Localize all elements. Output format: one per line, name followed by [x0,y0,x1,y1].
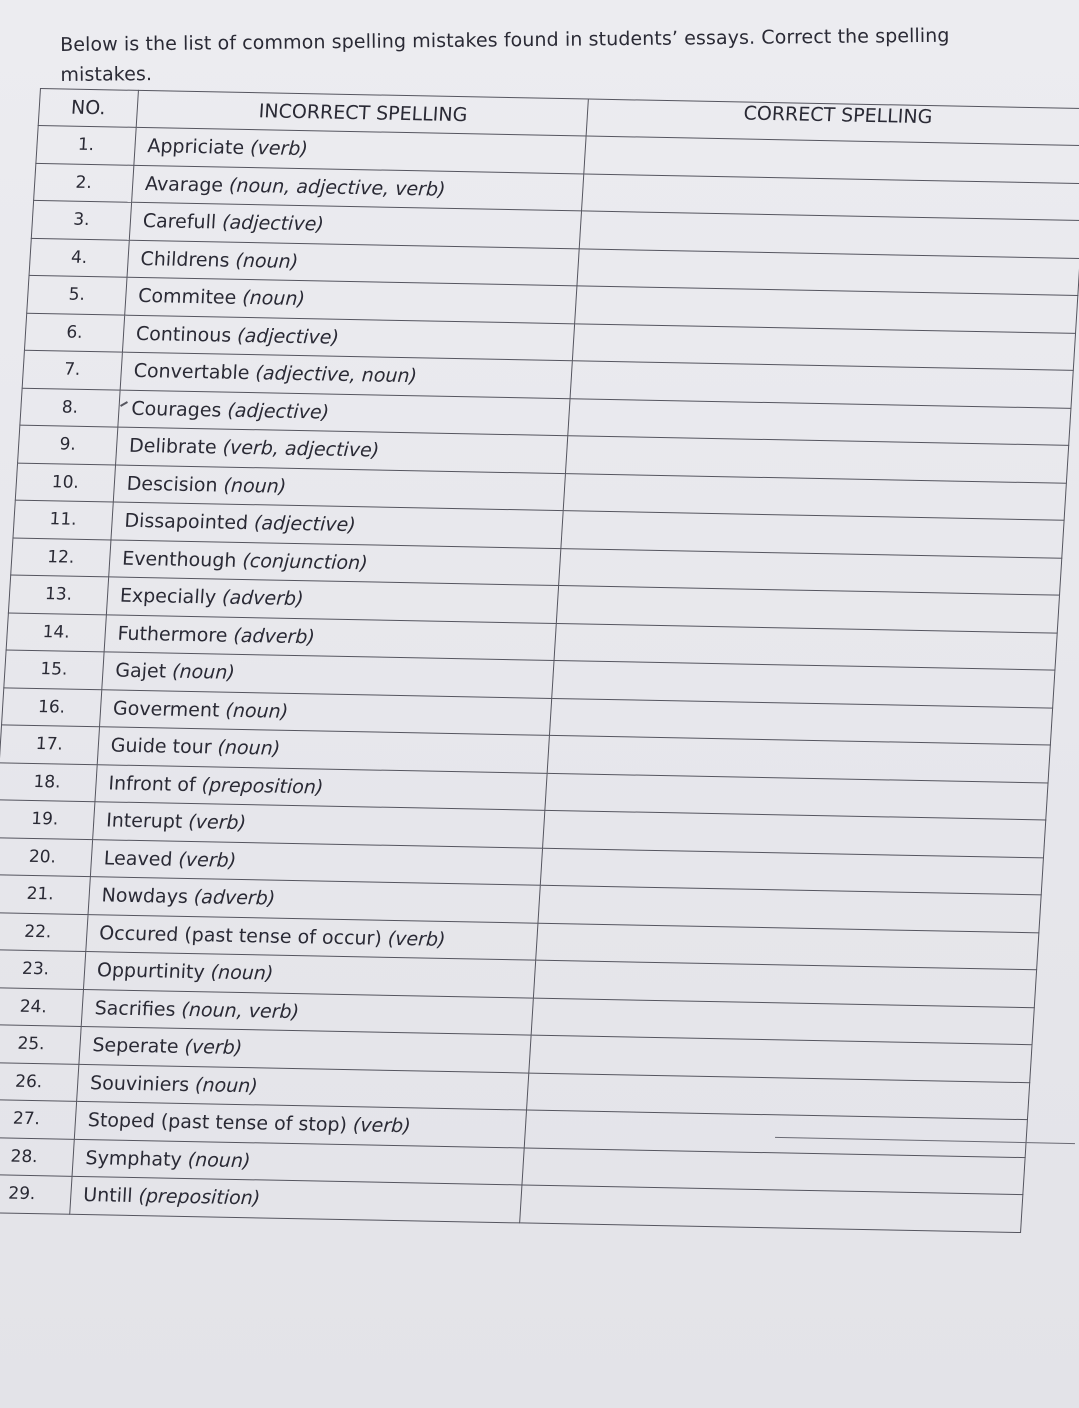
misspelled-word: Continous [135,322,232,347]
row-number: 9. [18,425,118,464]
row-number: 26. [0,1062,79,1101]
spelling-table-wrap [0,88,1079,1233]
part-of-speech: (noun) [222,474,287,498]
misspelled-word: Occured (past tense of occur) [98,922,383,950]
row-number: 25. [0,1025,81,1064]
row-number: 18. [0,762,97,801]
part-of-speech: (preposition) [201,773,325,799]
row-number: 11. [13,500,113,539]
part-of-speech: (verb) [187,811,247,835]
part-of-speech: (noun) [194,1073,259,1098]
row-number: 23. [0,950,86,989]
part-of-speech: (conjunction) [241,549,369,575]
misspelled-word: Futhermore [116,622,229,647]
misspelled-word: Dissapointed [123,509,249,535]
misspelled-word: Expecially [119,584,217,609]
header-correct-spelling: CORRECT SPELLING [586,99,1079,146]
part-of-speech: (adjective) [226,399,330,424]
part-of-speech: (noun) [171,660,236,685]
row-number: 1. [36,125,136,164]
row-number: 21. [0,875,90,914]
instructions-line-2: mistakes. [60,63,153,86]
row-number: 24. [0,987,83,1026]
spelling-table [0,88,1079,1233]
misspelled-word: Convertable [133,360,251,385]
part-of-speech: (verb) [177,848,237,872]
row-number: 28. [0,1137,74,1176]
misspelled-word: Symphaty [84,1146,183,1171]
misspelled-word: Courages [130,397,223,422]
part-of-speech: (verb) [387,927,447,951]
misspelled-word: Eventhough [121,547,238,572]
misspelled-word: Avarage [144,172,224,197]
row-number: 27. [0,1100,77,1139]
instructions [60,20,1041,90]
misspelled-word: Untill [82,1184,134,1208]
part-of-speech: (adjective, noun) [254,362,418,388]
header-incorrect-spelling: INCORRECT SPELLING [136,90,588,136]
part-of-speech: (noun) [224,699,289,723]
misspelled-word: Leaved [103,847,174,871]
misspelled-word: Childrens [139,247,231,272]
part-of-speech: (noun, verb) [180,998,300,1023]
row-number: 8. [20,388,120,427]
row-number: 5. [27,275,127,314]
misspelled-word: Infront of [107,772,197,796]
misspelled-word: Oppurtinity [96,959,206,984]
misspelled-word: Guide tour [110,734,213,759]
misspelled-word: Gajet [114,659,167,683]
part-of-speech: (adverb) [232,624,316,649]
misspelled-word: Commitee [137,285,237,310]
row-number: 6. [24,313,124,352]
part-of-speech: (noun) [216,736,281,760]
part-of-speech: (verb, adjective) [222,436,380,462]
misspelled-word: Goverment [112,697,221,722]
row-number: 4. [29,238,129,277]
row-number: 16. [2,687,102,726]
part-of-speech: (verb) [249,137,309,161]
misspelled-word: Delibrate [128,435,218,459]
row-number: 22. [0,912,88,951]
part-of-speech: (adverb) [193,886,276,910]
misspelled-word: Appriciate [146,135,245,160]
row-number: 29. [0,1174,72,1213]
misspelled-word: Descision [126,472,219,497]
part-of-speech: (noun) [234,249,299,273]
part-of-speech: (preposition) [137,1185,261,1210]
part-of-speech: (noun) [187,1148,252,1172]
part-of-speech: (noun) [210,961,274,985]
row-number: 13. [8,575,108,614]
misspelled-word: Interupt [105,809,184,834]
row-number: 2. [34,163,134,202]
header-no: NO. [38,89,138,128]
misspelled-word: Stoped (past tense of stop) [87,1109,348,1137]
part-of-speech: (adverb) [221,586,305,611]
incorrect-spelling-cell [70,1176,522,1222]
row-number: 20. [0,837,93,876]
row-number: 19. [0,800,95,839]
part-of-speech: (noun, adjective, verb) [228,174,447,201]
row-number: 10. [15,463,115,502]
part-of-speech: (adjective) [221,211,325,236]
part-of-speech: (adjective) [253,512,357,537]
part-of-speech: (adjective) [236,324,340,349]
misspelled-word: Souviniers [89,1071,190,1096]
row-number: 15. [4,650,104,689]
misspelled-word: Nowdays [100,884,189,909]
instructions-line-1: Below is the list of common spelling mistakes found in students’ essays. Correct the spelling [60,24,950,56]
misspelled-word: Carefull [142,210,217,234]
part-of-speech: (verb) [183,1036,243,1060]
part-of-speech: (verb) [352,1114,412,1138]
table-body [0,125,1079,1232]
row-number: 3. [31,200,131,239]
row-number: 17. [0,725,99,764]
row-number: 14. [6,612,106,651]
row-number: 7. [22,350,122,389]
misspelled-word: Sacrifies [94,996,177,1021]
row-number: 12. [11,538,111,577]
part-of-speech: (noun) [241,287,306,311]
misspelled-word: Seperate [91,1034,180,1059]
